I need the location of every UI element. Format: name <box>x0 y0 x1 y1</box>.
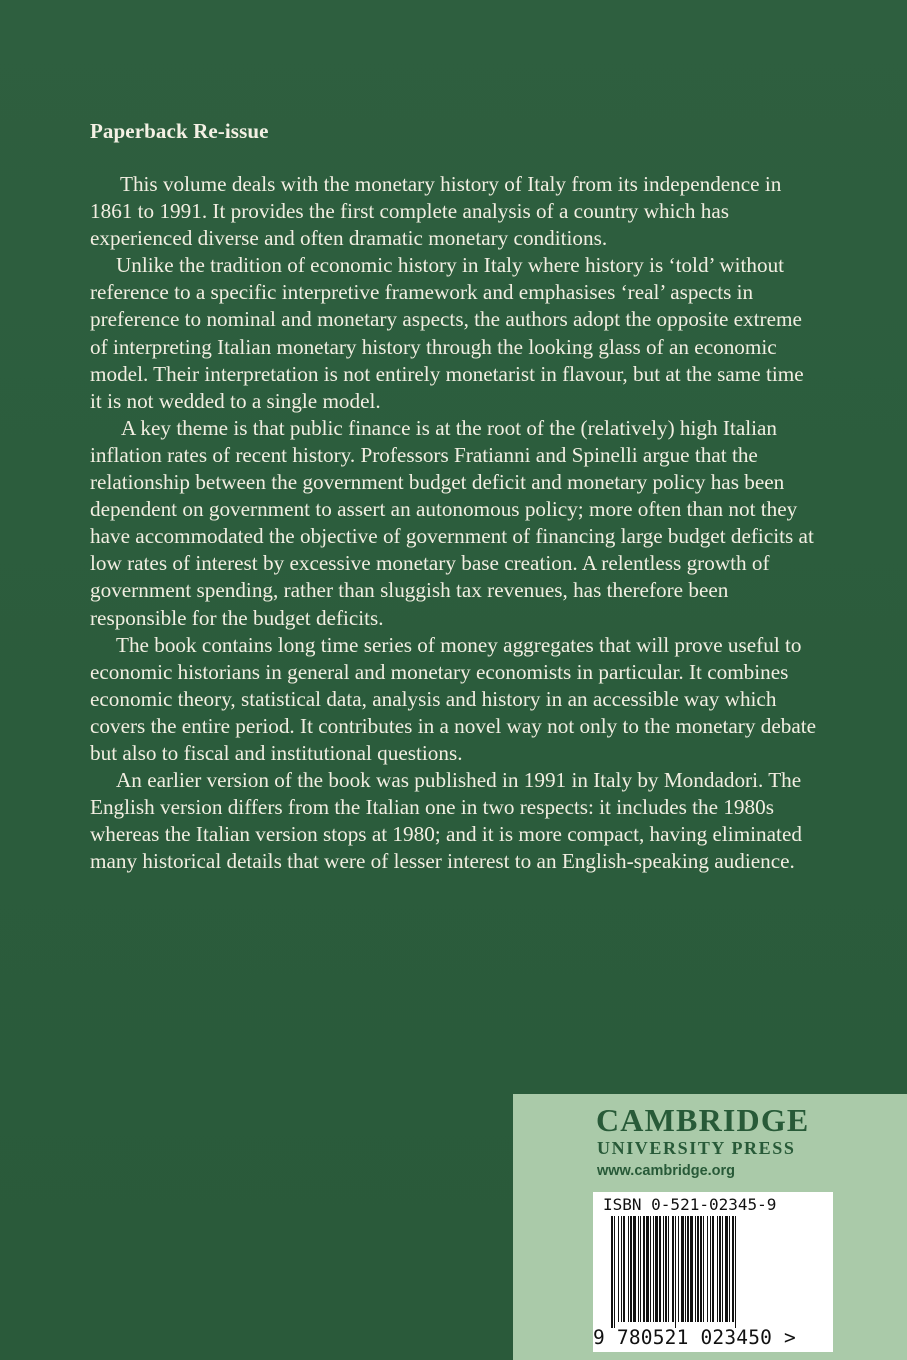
blurb-paragraph-1: This volume deals with the monetary history of Italy from its independence in 1861 to 1991. It provides the first complete analysis of a country which has experienced diverse and often dramatic monetary conditions. <box>90 172 782 251</box>
blurb-paragraph-5: An earlier version of the book was published in 1991 in Italy by Mondadori. The English version differs from the Italian one in two respects: it includes the 1980s whereas the Italian version stops at 1980; and it is more compact, having eliminated many historical details that were of lesser interest to an English-speaking audience. <box>90 768 802 874</box>
publisher-url: www.cambridge.org <box>597 1163 736 1179</box>
publisher-subname: UNIVERSITY PRESS <box>597 1138 796 1158</box>
barcode-block <box>593 1192 833 1352</box>
reissue-label: Paperback Re-issue <box>90 119 269 143</box>
barcode-digits: 9 780521 023450 > <box>593 1326 796 1349</box>
barcode-icon <box>597 1216 829 1328</box>
blurb-paragraph-2: Unlike the tradition of economic history in Italy where history is ‘told’ without reference to a specific interpretive framework and emphasises ‘real’ aspects in preference to nominal and monetary aspects, the authors adopt the opposite extreme of interpreting Italian monetary history through the looking glass of an economic model. Their interpretation is not entirely monetarist in flavour, but at the same time it is not wedded to a single model. <box>90 253 804 413</box>
publisher-panel <box>513 1094 907 1360</box>
blurb-text <box>90 171 820 875</box>
blurb-paragraph-3: A key theme is that public finance is at the root of the (relatively) high Italian inflation rates of recent history. Professors Fratianni and Spinelli argue that the relationship between the government budget deficit and monetary policy has been dependent on government to assert an autonomous policy; more often than not they have accommodated the objective of government of financing large budget deficits at low rates of interest by excessive monetary base creation. A relentless growth of government spending, rather than sluggish tax revenues, has therefore been responsible for the budget deficits. <box>90 415 814 630</box>
isbn-label: ISBN 0-521-02345-9 <box>603 1195 777 1214</box>
publisher-name: CAMBRIDGE <box>596 1102 810 1138</box>
blurb-paragraph-4: The book contains long time series of money aggregates that will prove useful to economic historians in general and monetary economists in particular. It combines economic theory, statistical data, analysis and history in an accessible way which covers the entire period. It contributes in a novel way not only to the monetary debate but also to fiscal and institutional questions. <box>90 632 817 765</box>
